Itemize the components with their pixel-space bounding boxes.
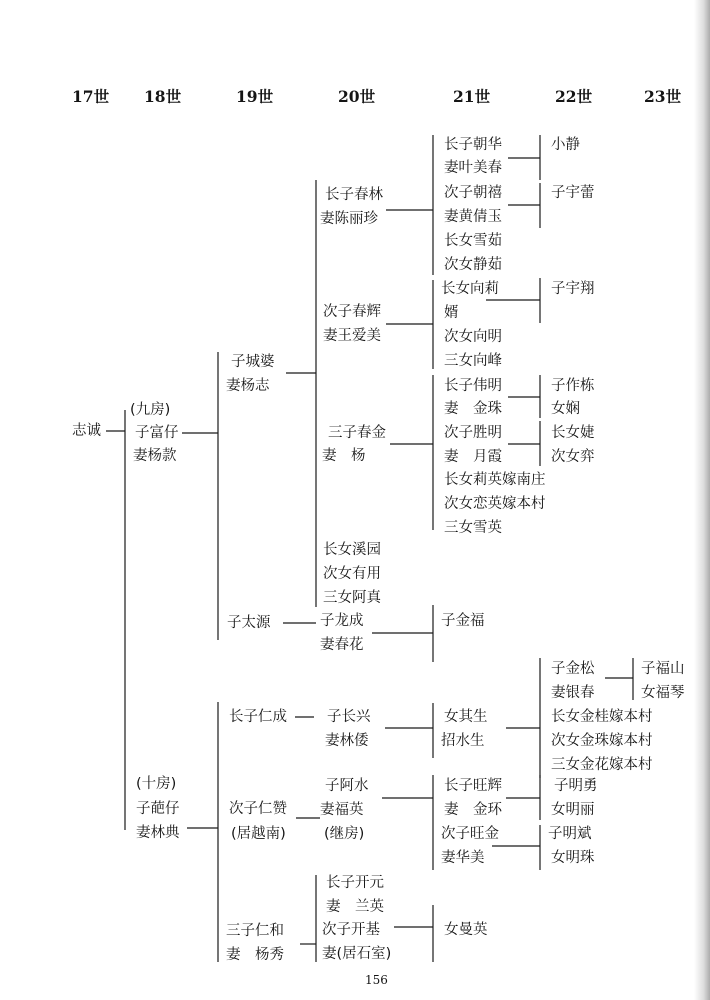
person-name: 女曼英 xyxy=(444,922,488,938)
spouse-name: 妻(居石室) xyxy=(322,946,392,962)
spouse-name: 妻福英 xyxy=(320,802,364,818)
person-name: 次女金珠嫁本村 xyxy=(551,733,653,749)
person-name: 女明丽 xyxy=(551,802,595,818)
person-name: 子葩仔 xyxy=(136,801,180,817)
spouse-name: 妻林倭 xyxy=(325,733,369,749)
son-in-law-label: 婿 xyxy=(444,305,459,321)
spouse-name: 妻杨款 xyxy=(133,448,177,464)
generation-header-23: 23世 xyxy=(644,87,682,106)
person-name: 子太源 xyxy=(227,615,271,631)
spouse-name: 妻 杨 xyxy=(322,448,366,464)
spouse-name: 妻 月霞 xyxy=(444,449,502,465)
person-name: 女其生 xyxy=(444,709,488,725)
spouse-name: 妻 金珠 xyxy=(444,401,502,417)
person-name: 长女向莉 xyxy=(441,281,499,297)
person-name: 子明斌 xyxy=(548,826,592,842)
person-name: 三女金花嫁本村 xyxy=(551,757,653,773)
person-name: 次女恋英嫁本村 xyxy=(444,496,546,512)
person-name: 长子仁成 xyxy=(229,709,287,725)
branch-label: (九房) xyxy=(130,402,171,418)
residence-note: (居越南) xyxy=(231,826,286,842)
spouse-name: 妻春花 xyxy=(320,637,364,653)
person-name: 长女溪园 xyxy=(323,542,381,558)
generation-header-20: 20世 xyxy=(338,87,376,106)
person-name: 次子朝禧 xyxy=(444,185,502,201)
spouse-name: 妻 杨秀 xyxy=(226,947,284,963)
person-name: 长子伟明 xyxy=(444,378,502,394)
spouse-name: 妻黄倩玉 xyxy=(444,209,502,225)
generation-header-19: 19世 xyxy=(236,87,274,106)
generation-header-18: 18世 xyxy=(144,87,182,106)
person-name: 子金松 xyxy=(551,661,595,677)
person-name: 次子旺金 xyxy=(441,826,499,842)
person-name: 次女有用 xyxy=(323,566,381,582)
person-name: 次子仁赞 xyxy=(229,801,287,817)
person-name: 三女向峰 xyxy=(444,353,502,369)
person-name: 长女雪茹 xyxy=(444,233,502,249)
generation-header-22: 22世 xyxy=(555,87,593,106)
scan-edge-shadow xyxy=(694,0,710,1000)
person-name: 长女莉英嫁南庄 xyxy=(444,472,546,488)
person-name: 长子开元 xyxy=(326,875,384,891)
person-name: 次女向明 xyxy=(444,329,502,345)
remarriage-note: (继房) xyxy=(324,826,365,842)
person-name: 长女金桂嫁本村 xyxy=(551,709,653,725)
spouse-name: 妻陈丽珍 xyxy=(320,211,378,227)
person-name: 志诚 xyxy=(72,423,101,439)
spouse-name: 妻银春 xyxy=(551,685,595,701)
person-name: 子宇蕾 xyxy=(551,185,595,201)
spouse-name: 妻叶美春 xyxy=(444,160,502,176)
person-name: 子龙成 xyxy=(320,613,364,629)
person-name: 子作栋 xyxy=(551,378,595,394)
person-name: 长子朝华 xyxy=(444,137,502,153)
generation-header-21: 21世 xyxy=(453,87,491,106)
person-name: 次女静茹 xyxy=(444,257,502,273)
person-name: 三女雪英 xyxy=(444,520,502,536)
person-name: 长子旺辉 xyxy=(444,778,502,794)
spouse-name: 妻华美 xyxy=(441,850,485,866)
spouse-name: 妻林典 xyxy=(136,825,180,841)
person-name: 长女婕 xyxy=(551,425,595,441)
spouse-name: 妻杨志 xyxy=(226,378,270,394)
person-name: 女明珠 xyxy=(551,850,595,866)
branch-label: (十房) xyxy=(136,776,177,792)
generation-header-17: 17世 xyxy=(72,87,110,106)
person-name: 子阿水 xyxy=(325,778,369,794)
person-name: 子城婆 xyxy=(231,354,275,370)
person-name: 次子开基 xyxy=(322,922,380,938)
spouse-name: 妻王爱美 xyxy=(323,328,381,344)
person-name: 三女阿真 xyxy=(323,590,381,606)
person-name: 子富仔 xyxy=(135,425,179,441)
person-name: 子宇翔 xyxy=(551,281,595,297)
spouse-name: 招水生 xyxy=(441,733,485,749)
person-name: 子长兴 xyxy=(327,709,371,725)
person-name: 子福山 xyxy=(641,661,685,677)
spouse-name: 妻 兰英 xyxy=(326,899,384,915)
page-number: 156 xyxy=(365,973,388,987)
person-name: 子金福 xyxy=(441,613,485,629)
person-name: 三子春金 xyxy=(328,425,386,441)
person-name: 小静 xyxy=(551,137,580,153)
person-name: 长子春林 xyxy=(325,187,383,203)
spouse-name: 妻 金环 xyxy=(444,802,502,818)
person-name: 子明勇 xyxy=(554,778,598,794)
person-name: 次女弈 xyxy=(551,449,595,465)
person-name: 次子胜明 xyxy=(444,425,502,441)
person-name: 女娴 xyxy=(551,401,580,417)
person-name: 三子仁和 xyxy=(226,923,284,939)
person-name: 次子春辉 xyxy=(323,304,381,320)
person-name: 女福琴 xyxy=(641,685,685,701)
